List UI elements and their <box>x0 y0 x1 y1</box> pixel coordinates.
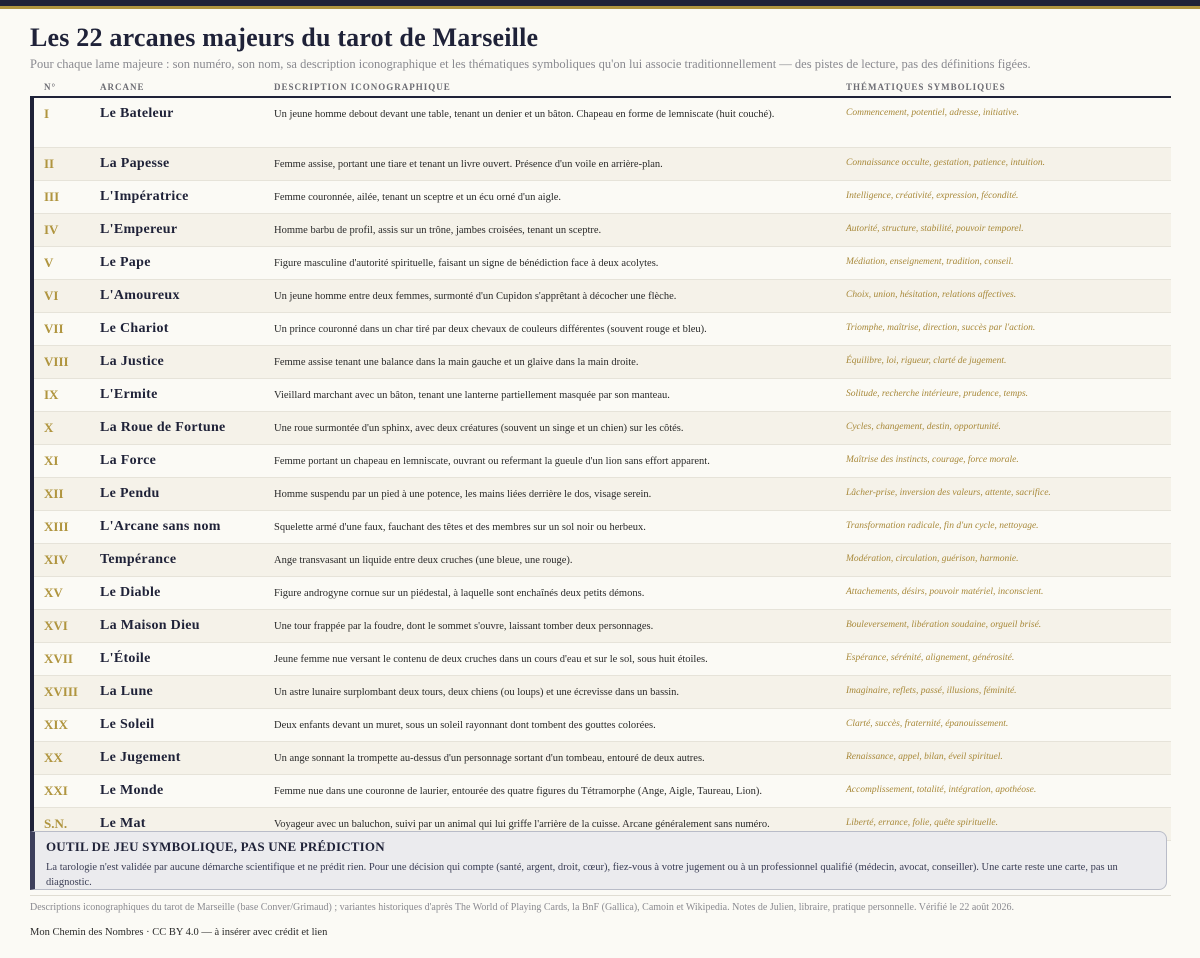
arcana-themes: Renaissance, appel, bilan, éveil spirituel. <box>846 752 1003 762</box>
arcana-number: XXI <box>44 783 68 798</box>
disclaimer-text: La tarologie n'est validée par aucune démarche scientifique et ne prédit rien. Pour une décision qui compte (santé, argent, droit, cœur), fiez-vous à votre jugement ou à un professionnel qualifié (médecin, avocat, conseiller). Une carte reste une carte, pas un diagnostic. <box>46 862 1118 888</box>
arcana-themes: Transformation radicale, fin d'un cycle, nettoyage. <box>846 521 1039 531</box>
arcana-number: XI <box>44 453 59 468</box>
arcana-number: I <box>44 106 50 121</box>
arcana-name: L'Amoureux <box>100 288 180 303</box>
arcana-themes: Clarté, succès, fraternité, épanouissement. <box>846 719 1009 729</box>
arcana-number: XVIII <box>44 684 78 699</box>
arcana-name: Le Pendu <box>100 486 160 501</box>
arcana-description: Un prince couronné dans un char tiré par deux chevaux de couleurs différentes (souvent rouge et bleu). <box>274 324 707 335</box>
arcana-themes: Commencement, potentiel, adresse, initiative. <box>846 108 1019 118</box>
arcana-description: Femme nue dans une couronne de laurier, entourée des quatre figures du Tétramorphe (Ange, Aigle, Taureau, Lion). <box>274 786 762 797</box>
arcana-name: Le Monde <box>100 783 164 798</box>
table-row <box>34 445 1171 478</box>
arcana-number: XV <box>44 585 63 600</box>
arcana-description: Une tour frappée par la foudre, dont le sommet s'ouvre, laissant tomber deux personnages. <box>274 621 654 632</box>
table-row <box>34 676 1171 709</box>
arcana-description: Femme assise tenant une balance dans la main gauche et un glaive dans la main droite. <box>274 357 639 368</box>
arcana-description: Une roue surmontée d'un sphinx, avec deux créatures (souvent un singe et un chien) sur les côtés. <box>274 423 684 434</box>
arcana-number: IX <box>44 387 59 402</box>
page-subtitle: Pour chaque lame majeure : son numéro, son nom, sa description iconographique et les thématiques symboliques qu'on lui associe traditionnellement — des pistes de lecture, pas des définitions figées. <box>30 57 1031 71</box>
header-themes: THÉMATIQUES SYMBOLIQUES <box>846 82 1006 92</box>
arcana-themes: Bouleversement, libération soudaine, orgueil brisé. <box>846 620 1042 630</box>
arcana-themes: Liberté, errance, folie, quête spirituelle. <box>846 818 998 828</box>
arcana-themes: Connaissance occulte, gestation, patience, intuition. <box>846 158 1045 168</box>
arcana-description: Squelette armé d'une faux, fauchant des têtes et des membres sur un sol noir ou herbeux. <box>274 522 646 533</box>
table-row <box>34 742 1171 775</box>
arcana-name: L'Arcane sans nom <box>100 519 221 534</box>
arcana-description: Un ange sonnant la trompette au-dessus d'un personnage sortant d'un tombeau, entouré de deux autres. <box>274 753 705 764</box>
arcana-name: La Papesse <box>100 156 170 171</box>
arcana-description: Voyageur avec un baluchon, suivi par un animal qui lui griffe l'arrière de la cuisse. Arcane généralement sans numéro. <box>274 819 770 830</box>
arcana-description: Figure masculine d'autorité spirituelle, faisant un signe de bénédiction face à deux acolytes. <box>274 258 659 269</box>
table-row <box>34 346 1171 379</box>
table-row <box>34 610 1171 643</box>
table-row <box>34 412 1171 445</box>
arcana-number: XIII <box>44 519 69 534</box>
arcana-themes: Lâcher-prise, inversion des valeurs, attente, sacrifice. <box>846 488 1051 498</box>
arcana-description: Figure androgyne cornue sur un piédestal, à laquelle sont enchaînés deux petits démons. <box>274 588 645 599</box>
arcana-themes: Médiation, enseignement, tradition, conseil. <box>846 257 1014 267</box>
table-row <box>34 643 1171 676</box>
credit-line: Mon Chemin des Nombres · CC BY 4.0 — à insérer avec crédit et lien <box>30 927 328 938</box>
arcana-number: VI <box>44 288 59 303</box>
arcana-name: Le Soleil <box>100 717 155 732</box>
table-row <box>34 313 1171 346</box>
arcana-name: Le Diable <box>100 585 161 600</box>
arcana-themes: Accomplissement, totalité, intégration, apothéose. <box>846 785 1037 795</box>
arcana-name: Le Jugement <box>100 750 181 765</box>
arcana-number: S.N. <box>44 816 68 831</box>
arcana-number: XIX <box>44 717 68 732</box>
disclaimer-box <box>30 831 1167 890</box>
table-row <box>34 709 1171 742</box>
arcana-themes: Équilibre, loi, rigueur, clarté de jugement. <box>846 356 1007 366</box>
arcana-name: Le Bateleur <box>100 106 174 121</box>
arcana-themes: Imaginaire, reflets, passé, illusions, féminité. <box>846 686 1017 696</box>
arcana-number: XII <box>44 486 64 501</box>
arcana-number: V <box>44 255 54 270</box>
sources-note: Descriptions iconographiques du tarot de Marseille (base Conver/Grimaud) ; variantes historiques d'après The World of Playing Cards, la BnF (Gallica), Camoin et Wikipedia. Notes de Julien, libraire, pratique personnelle. Vérifié le 22 août 2026. <box>30 895 1171 913</box>
arcana-themes: Modération, circulation, guérison, harmonie. <box>846 554 1019 564</box>
arcana-description: Femme portant un chapeau en lemniscate, ouvrant ou refermant la gueule d'un lion sans effort apparent. <box>274 456 710 467</box>
page-title: Les 22 arcanes majeurs du tarot de Marseille <box>30 23 539 52</box>
arcana-number: IV <box>44 222 59 237</box>
table-row <box>34 280 1171 313</box>
arcana-number: II <box>44 156 55 171</box>
arcana-description: Deux enfants devant un muret, sous un soleil rayonnant dont tombent des gouttes colorées. <box>274 720 656 731</box>
table-row <box>34 379 1171 412</box>
table-row <box>34 181 1171 214</box>
table-header <box>30 76 1171 98</box>
arcana-number: VIII <box>44 354 69 369</box>
arcana-description: Femme couronnée, ailée, tenant un sceptre et un écu orné d'un aigle. <box>274 192 562 203</box>
arcana-themes: Choix, union, hésitation, relations affectives. <box>846 290 1017 300</box>
arcana-name: La Force <box>100 453 157 468</box>
content <box>30 22 1171 841</box>
arcana-number: XVI <box>44 618 68 633</box>
table-row <box>34 214 1171 247</box>
arcana-name: La Maison Dieu <box>100 618 200 633</box>
table-row <box>34 148 1171 181</box>
arcana-name: L'Ermite <box>100 387 158 402</box>
disclaimer-title: OUTIL DE JEU SYMBOLIQUE, PAS UNE PRÉDICTION <box>46 839 385 854</box>
table-row <box>34 577 1171 610</box>
arcana-description: Femme assise, portant une tiare et tenant un livre ouvert. Présence d'un voile en arrière-plan. <box>274 159 663 170</box>
table-row <box>34 98 1171 148</box>
arcana-name: La Justice <box>100 354 165 369</box>
arcana-description: Vieillard marchant avec un bâton, tenant une lanterne partiellement masquée par son manteau. <box>274 390 670 401</box>
arcana-themes: Maîtrise des instincts, courage, force morale. <box>846 455 1019 465</box>
arcana-name: L'Étoile <box>100 651 151 666</box>
arcana-themes: Triomphe, maîtrise, direction, succès par l'action. <box>846 323 1036 333</box>
arcana-description: Homme barbu de profil, assis sur un trône, jambes croisées, tenant un sceptre. <box>274 225 602 236</box>
arcana-number: VII <box>44 321 64 336</box>
table-row <box>34 544 1171 577</box>
arcana-themes: Cycles, changement, destin, opportunité. <box>846 422 1001 432</box>
arcana-name: L'Empereur <box>100 222 178 237</box>
header-arcane: ARCANE <box>100 82 145 92</box>
arcana-number: XIV <box>44 552 68 567</box>
arcana-name: La Lune <box>100 684 154 699</box>
arcana-description: Ange transvasant un liquide entre deux cruches (une bleue, une rouge). <box>274 555 573 566</box>
arcana-description: Homme suspendu par un pied à une potence, les mains liées derrière le dos, visage serein. <box>274 489 652 500</box>
arcana-number: X <box>44 420 54 435</box>
arcana-description: Jeune femme nue versant le contenu de deux cruches dans un cours d'eau et sur le sol, sous huit étoiles. <box>274 654 708 665</box>
arcana-table <box>30 98 1171 841</box>
arcana-themes: Autorité, structure, stabilité, pouvoir temporel. <box>846 224 1024 234</box>
arcana-name: Le Mat <box>100 816 146 831</box>
arcana-themes: Espérance, sérénité, alignement, générosité. <box>846 653 1015 663</box>
arcana-name: La Roue de Fortune <box>100 420 226 435</box>
arcana-name: Le Chariot <box>100 321 169 336</box>
arcana-name: Tempérance <box>100 552 177 567</box>
header-num: N° <box>44 82 57 92</box>
table-row <box>34 775 1171 808</box>
arcana-description: Un jeune homme debout devant une table, tenant un denier et un bâton. Chapeau en forme de lemniscate (huit couché). <box>274 109 775 120</box>
header-description: DESCRIPTION ICONOGRAPHIQUE <box>274 82 451 92</box>
arcana-name: Le Pape <box>100 255 151 270</box>
table-row <box>34 511 1171 544</box>
table-row <box>34 478 1171 511</box>
table-row <box>34 247 1171 280</box>
arcana-name: L'Impératrice <box>100 189 189 204</box>
arcana-number: III <box>44 189 60 204</box>
arcana-description: Un astre lunaire surplombant deux tours, deux chiens (ou loups) et une écrevisse dans un bassin. <box>274 687 680 698</box>
arcana-number: XVII <box>44 651 73 666</box>
gold-accent-bar <box>0 6 1200 9</box>
arcana-themes: Intelligence, créativité, expression, fécondité. <box>846 191 1019 201</box>
arcana-themes: Solitude, recherche intérieure, prudence, temps. <box>846 389 1029 399</box>
arcana-description: Un jeune homme entre deux femmes, surmonté d'un Cupidon s'apprêtant à décocher une flèche. <box>274 291 677 302</box>
arcana-number: XX <box>44 750 63 765</box>
arcana-themes: Attachements, désirs, pouvoir matériel, inconscient. <box>846 587 1044 597</box>
